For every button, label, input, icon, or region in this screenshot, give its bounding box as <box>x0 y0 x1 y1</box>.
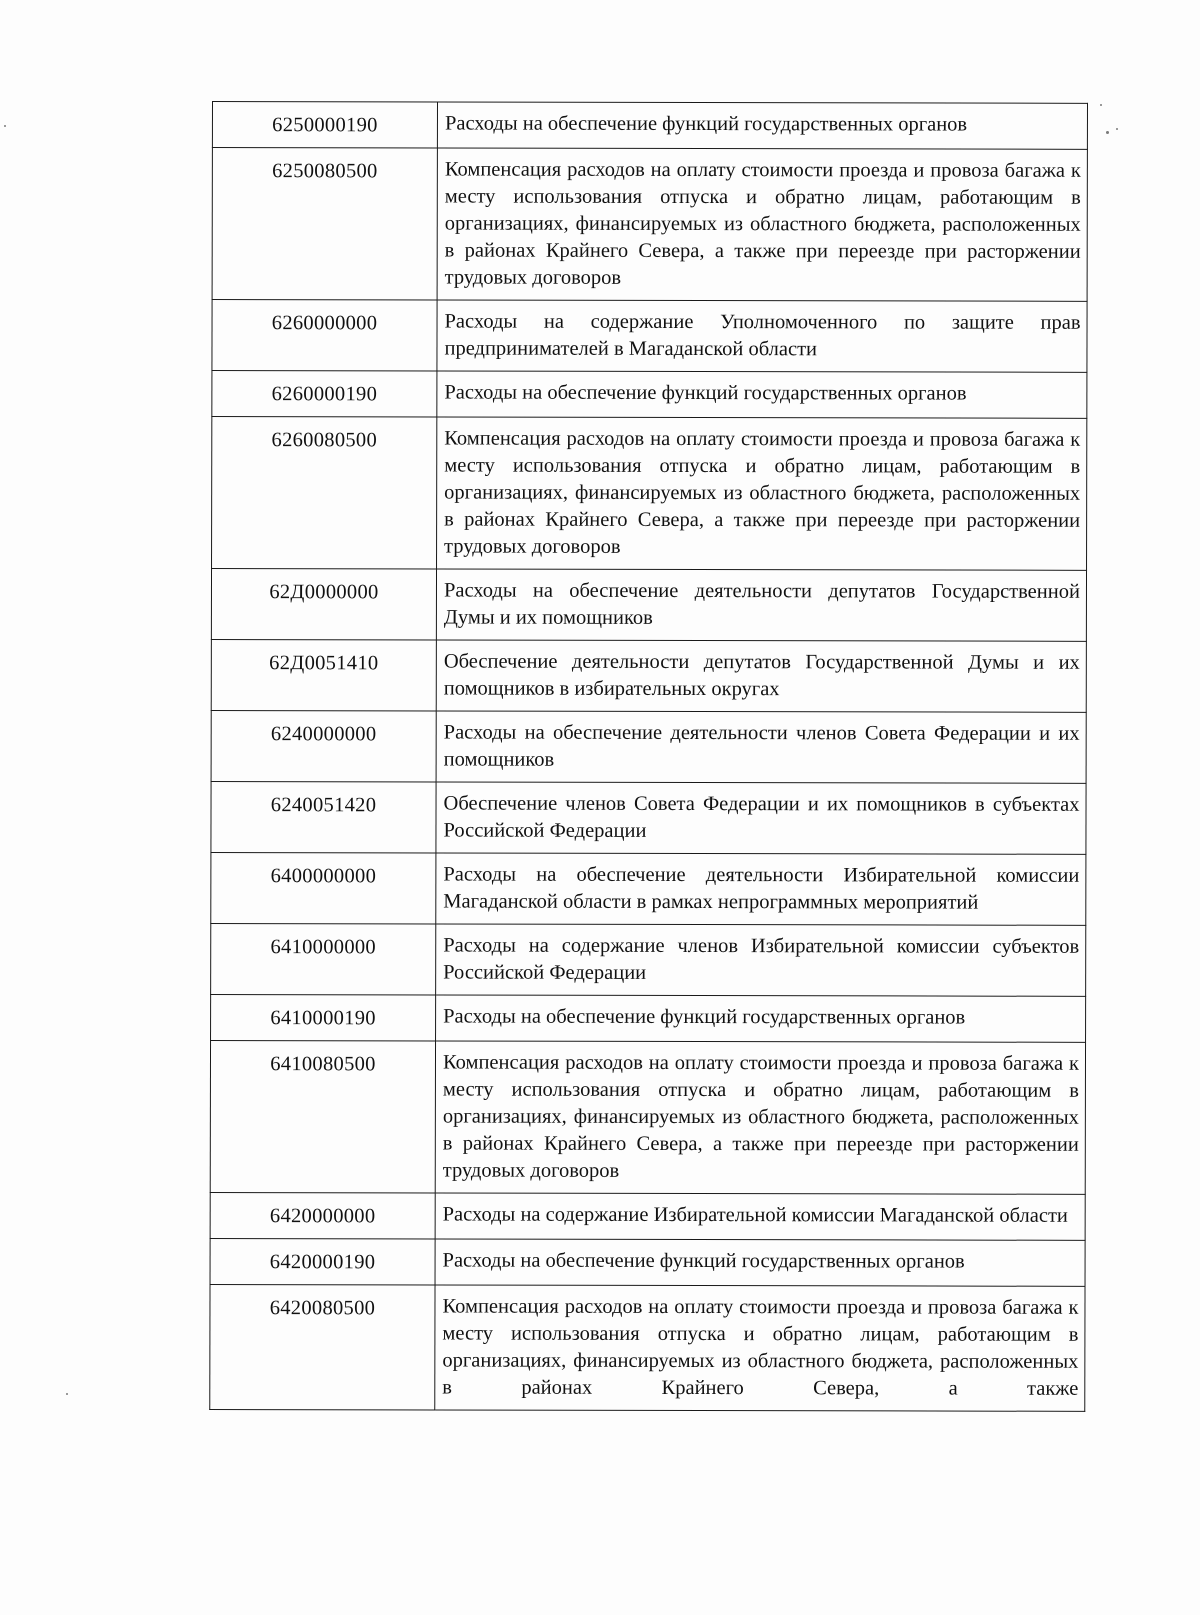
scan-speck <box>1100 104 1102 106</box>
table-row <box>211 852 1086 925</box>
row-description: Расходы на содержание Избирательной комиссии Магаданской области <box>435 1193 1085 1240</box>
table-row <box>210 1284 1085 1411</box>
table-row <box>212 371 1087 419</box>
row-description: Расходы на обеспечение функций государственных органов <box>437 102 1087 149</box>
row-description: Расходы на обеспечение деятельности Избирательной комиссии Магаданской области в рамках непрограммных мероприятий <box>436 853 1086 925</box>
table-row <box>212 148 1087 302</box>
table-row <box>211 710 1086 783</box>
table-row <box>211 569 1086 642</box>
row-description: Расходы на обеспечение функций государственных органов <box>436 995 1086 1042</box>
row-code: 6250000190 <box>212 102 437 148</box>
table-row <box>210 1192 1085 1240</box>
row-description: Компенсация расходов на оплату стоимости проезда и провоза багажа к месту использования отпуска и обратно лицам, работающим в организациях, финансируемых из областного бюджета, расположенных в районах Крайнего Севера, а также при переезде при расторжении трудовых договоров <box>437 417 1087 570</box>
row-code: 6400000000 <box>211 852 436 923</box>
row-description: Расходы на обеспечение функций государственных органов <box>435 1239 1085 1286</box>
table-row <box>212 300 1087 373</box>
row-description: Обеспечение членов Совета Федерации и их помощников в субъектах Российской Федерации <box>436 782 1086 854</box>
row-description: Компенсация расходов на оплату стоимости проезда и провоза багажа к месту использования отпуска и обратно лицам, работающим в организациях, финансируемых из областного бюджета, расположенных в районах Крайнего Севера, а также при переезде при расторжении трудовых договоров <box>437 148 1087 301</box>
row-description: Обеспечение деятельности депутатов Государственной Думы и их помощников в избирательных округах <box>436 640 1086 712</box>
row-code: 6420000190 <box>210 1238 435 1284</box>
scan-speck <box>66 1393 68 1395</box>
row-code: 6260080500 <box>212 417 437 569</box>
row-description: Расходы на обеспечение деятельности членов Совета Федерации и их помощников <box>436 711 1086 783</box>
row-description: Компенсация расходов на оплату стоимости проезда и провоза багажа к месту использования отпуска и обратно лицам, работающим в организациях, финансируемых из областного бюджета, расположенных в районах Крайнего Севера, а также <box>435 1285 1085 1411</box>
scan-speck <box>4 125 6 127</box>
row-code: 6240000000 <box>211 710 436 781</box>
row-description: Расходы на обеспечение деятельности депутатов Государственной Думы и их помощников <box>436 569 1086 641</box>
table-row <box>211 781 1086 854</box>
scan-speck <box>1106 131 1109 134</box>
row-description: Расходы на содержание Уполномоченного по защите прав предпринимателей в Магаданской области <box>437 300 1087 372</box>
table-body <box>210 102 1088 1412</box>
table-row <box>210 1040 1085 1194</box>
row-code: 62Д0000000 <box>211 569 436 640</box>
row-code: 62Д0051410 <box>211 639 436 710</box>
table-row <box>211 994 1086 1042</box>
row-description: Расходы на обеспечение функций государственных органов <box>437 371 1087 418</box>
row-code: 6260000190 <box>212 371 437 417</box>
budget-codes-table <box>209 101 1088 1412</box>
table-row <box>211 923 1086 996</box>
row-code: 6410000190 <box>211 994 436 1040</box>
row-code: 6410080500 <box>210 1040 435 1192</box>
row-code: 6240051420 <box>211 781 436 852</box>
table-row <box>212 102 1087 150</box>
table-row <box>210 1238 1085 1286</box>
row-code: 6410000000 <box>211 923 436 994</box>
scan-speck <box>1116 128 1118 130</box>
row-code: 6250080500 <box>212 148 437 300</box>
table-row <box>211 639 1086 712</box>
row-description: Компенсация расходов на оплату стоимости проезда и провоза багажа к месту использования отпуска и обратно лицам, работающим в организациях, финансируемых из областного бюджета, расположенных в районах Крайнего Севера, а также при переезде при расторжении трудовых договоров <box>435 1041 1085 1194</box>
row-description: Расходы на содержание членов Избирательной комиссии субъектов Российской Федерации <box>436 924 1086 996</box>
table-row <box>212 417 1087 571</box>
row-code: 6260000000 <box>212 300 437 371</box>
row-code: 6420000000 <box>210 1192 435 1238</box>
row-code: 6420080500 <box>210 1284 435 1409</box>
